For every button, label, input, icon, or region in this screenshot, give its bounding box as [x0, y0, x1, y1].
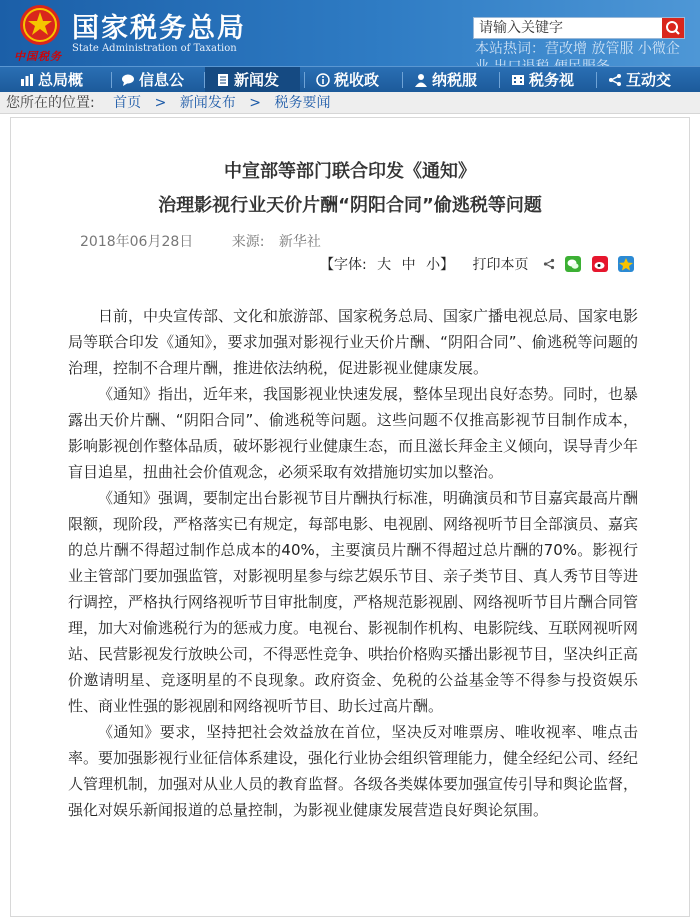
print-button[interactable]: 打印本页 — [472, 257, 529, 273]
article-source: 新华社 — [278, 234, 321, 250]
share-icon[interactable] — [543, 258, 555, 270]
nav-item-label: 税务视 — [529, 71, 575, 89]
article-title-line2: 治理影视行业天价片酬“阴阳合同”偷逃税等问题 — [158, 195, 542, 216]
nav-item-label: 互动交 — [626, 71, 672, 89]
breadcrumb-tax-news[interactable]: 税务要闻 — [274, 95, 331, 111]
font-size-label: 【字体: — [320, 257, 367, 273]
search-box — [473, 17, 685, 39]
nav-item-news[interactable] — [205, 67, 300, 93]
article-paragraph: 日前，中央宣传部、文化和旅游部、国家税务总局、国家广播电视总局、国家电影局等联合印发《通知》，要求加强对影视行业天价片酬、“阴阳合同”、偷逃税等问题的治理，控制不合理片酬，推进依法纳税，促进影视业健康发展。 — [68, 307, 639, 377]
search-button[interactable] — [662, 18, 684, 38]
film-icon — [511, 73, 525, 87]
article-date: 2018年06月28日 — [80, 234, 194, 250]
font-small-button[interactable]: 小】 — [426, 257, 455, 273]
person-icon — [414, 73, 428, 87]
site-header — [0, 0, 700, 66]
breadcrumb-label: 您所在的位置: — [6, 95, 95, 111]
article-meta — [80, 231, 321, 251]
nav-item-label: 总局概 — [38, 71, 84, 89]
bars-icon — [20, 73, 34, 87]
hot-word[interactable]: 小微企 — [637, 41, 680, 57]
site-subtitle: State Administration of Taxation — [72, 43, 237, 54]
nav-item-service[interactable] — [414, 67, 477, 93]
article-title-line1: 中宣部等部门联合印发《通知》 — [224, 161, 476, 182]
article-paragraph: 《通知》指出，近年来，我国影视业快速发展，整体呈现出良好态势。同时，也暴露出天价片酬、“阴阳合同”、偷逃税等问题。这些问题不仅推高影视节目制作成本，影响影视创作整体品质，破坏影视行业健康生态，而且滋长拜金主义倾向，误导青少年盲目追星，扭曲社会价值观念，必须采取有效措施切实加以整治。 — [68, 385, 639, 481]
breadcrumb-separator: > — [154, 95, 167, 111]
hot-word[interactable]: 营改增 — [545, 41, 587, 57]
breadcrumb-home[interactable]: 首页 — [113, 95, 142, 111]
nav-item-overview[interactable] — [20, 67, 83, 93]
share-icon — [608, 73, 622, 87]
chat-icon — [121, 73, 135, 87]
hot-words-label: 本站热词： — [475, 41, 545, 57]
article-body — [68, 303, 638, 823]
font-medium-button[interactable]: 中 — [401, 257, 416, 273]
site-title[interactable]: 国家税务总局 — [72, 13, 246, 44]
wechat-icon[interactable] — [565, 256, 581, 272]
article-paragraph: 《通知》强调，要制定出台影视节目片酬执行标准，明确演员和节目嘉宾最高片酬限额，现阶段，严格落实已有规定，每部电影、电视剧、网络视听节目全部演员、嘉宾的总片酬不得超过制作总成本的40%，主要演员片酬不得超过总片酬的70%。影视行业主管部门要加强监管，对影视明星参与综艺娱乐节目、亲子类节目、真人秀节目等进行调控，严格执行网络视听节目审批制度，严格规范影视剧、网络视听节目片酬合同管理，加大对偷逃税行为的惩戒力度。电视台、影视制作机构、电影院线、互联网视听网站、民营影视发行放映公司，不得恶性竞争、哄抬价格购买播出影视节目，坚决纠正高价邀请明星、竞逐明星的不良现象。政府资金、免税的公益基金等不得参与投资娱乐性、商业性强的影视剧和网络视听节目、助长过高片酬。 — [68, 489, 639, 715]
nav-item-info[interactable] — [121, 67, 184, 93]
article-tools — [320, 254, 634, 274]
qzone-icon[interactable] — [618, 256, 634, 272]
search-input[interactable] — [474, 18, 662, 38]
article-source-label: 来源: — [231, 234, 265, 250]
hot-words — [475, 40, 690, 64]
weibo-icon[interactable] — [592, 256, 608, 272]
nav-item-policy[interactable] — [316, 67, 379, 93]
document-icon — [216, 73, 230, 87]
breadcrumb — [0, 92, 700, 114]
logo-subtitle: 中国税务 — [14, 50, 62, 63]
main-nav — [0, 66, 700, 92]
nav-item-label: 税收政 — [334, 71, 380, 89]
nav-item-label: 新闻发 — [234, 71, 280, 89]
breadcrumb-news[interactable]: 新闻发布 — [179, 95, 236, 111]
nav-item-label: 纳税服 — [432, 71, 478, 89]
nav-item-video[interactable] — [511, 67, 574, 93]
font-large-button[interactable]: 大 — [377, 257, 392, 273]
search-icon — [662, 18, 684, 38]
nav-item-interact[interactable] — [608, 67, 671, 93]
nav-item-label: 信息公 — [139, 71, 185, 89]
info-icon — [316, 73, 330, 87]
hot-word[interactable]: 放管服 — [591, 41, 634, 57]
tax-emblem-icon — [18, 3, 62, 47]
article-paragraph: 《通知》要求，坚持把社会效益放在首位，坚决反对唯票房、唯收视率、唯点击率。要加强影视行业征信体系建设，强化行业协会组织管理能力，健全经纪公司、经纪人管理机制，加强对从业人员的教育监督。各级各类媒体要加强宣传引导和舆论监督，强化对娱乐新闻报道的总量控制，为影视业健康发展营造良好舆论氛围。 — [68, 723, 639, 819]
breadcrumb-separator: > — [249, 95, 261, 111]
